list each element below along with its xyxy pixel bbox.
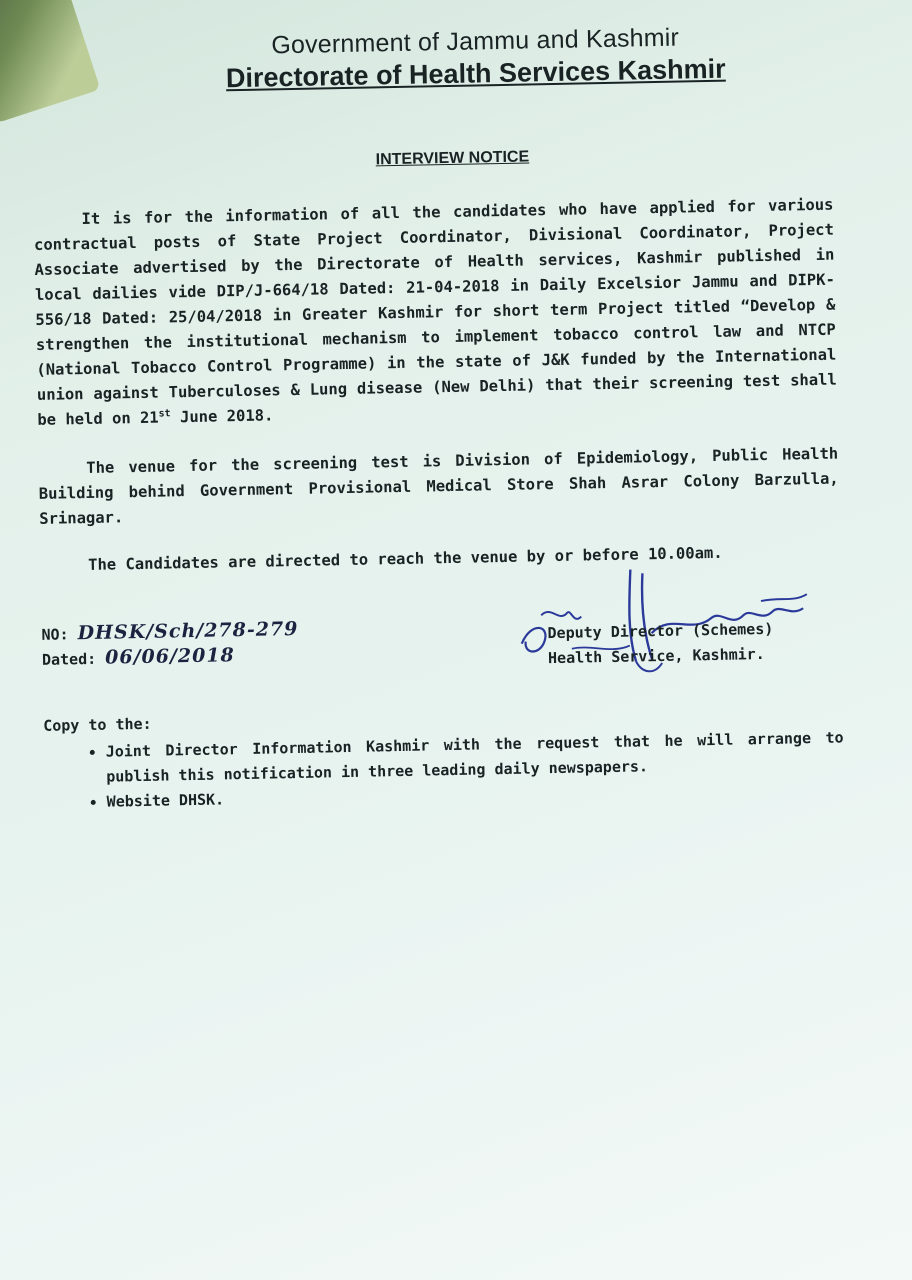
copy-to-label: Copy to the:	[43, 714, 152, 735]
paragraph-venue-text: The venue for the screening test is Division of Epidemiology, Public Health Building behind Government Provisional Medical Store Shah Asrar Colony Barzulla, Srinagar.	[38, 444, 839, 528]
signatory-block	[547, 617, 774, 671]
signatory-title: Deputy Director (Schemes)	[547, 619, 774, 643]
signatory-office: Health Service, Kashmir.	[547, 645, 765, 668]
paragraph-venue	[38, 442, 839, 532]
paragraph-candidates-end: June 2018.	[170, 406, 274, 427]
notice-content	[30, 21, 845, 816]
reference-number-value: DHSK/Sch/278-279	[77, 617, 299, 645]
copy-to-list	[44, 726, 845, 816]
reference-date-value: 06/06/2018	[104, 644, 235, 669]
letterhead	[30, 21, 831, 98]
paragraph-candidates-text: It is for the information of all the candidates who have applied for various contractual posts of State Project Coordinator, Divisional Coordinator, Project Associate advertised by the Directorate of Health services, Kashmir published in local dailies vide DIP/J-664/18 Dated: 21-04-2018 in Daily Excelsior Jammu and DIPK-556/18 Dated: 25/04/2018 in Greater Kashmir for short term Project titled “Develop & strengthen the institutional mechanism to implement tobacco control law and NTCP (National Tobacco Control Programme) in the state of J&K funded by the International union against Tuberculoses & Lung disease (New Delhi) that their screening test shall be held on 21	[33, 195, 837, 429]
reference-date-label: Dated:	[41, 649, 97, 669]
notice-title: INTERVIEW NOTICE	[375, 148, 530, 169]
government-heading: Government of Jammu and Kashmir	[271, 23, 680, 60]
list-item: • Website DHSK.	[106, 776, 844, 815]
reference-number-label: NO:	[41, 625, 69, 644]
list-item: • Joint Director Information Kashmir with the request that he will arrange to publish this notification in three leading daily newspapers.	[106, 726, 845, 790]
directorate-heading: Directorate of Health Services Kashmir	[225, 53, 726, 94]
paragraph-reporting-text: The Candidates are directed to reach the venue by or before 10.00am.	[87, 543, 723, 574]
date-ordinal-suffix: st	[158, 408, 171, 420]
paragraph-candidates-info	[33, 193, 837, 433]
reference-block	[41, 608, 842, 683]
